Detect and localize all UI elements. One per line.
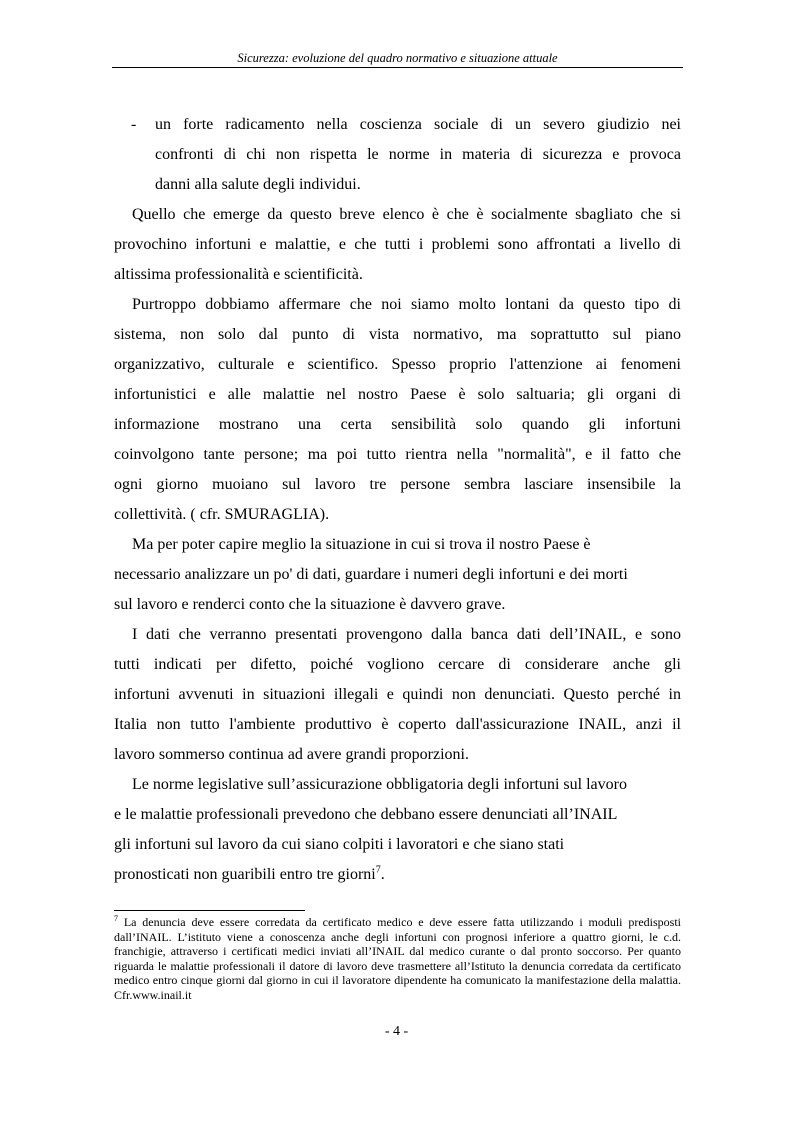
text-line: Italia non tutto l'ambiente produttivo è coperto dall'assicurazione INAIL, anzi il (114, 716, 681, 733)
text-line: gli infortuni sul lavoro da cui siano colpiti i lavoratori e che siano stati (114, 836, 565, 853)
text-line: ogni giorno muoiano sul lavoro tre persone sembra lasciare insensibile la (114, 476, 681, 493)
footnote-text: La denuncia deve essere corredata da certificato medico e deve essere fatta utilizzando i moduli predisposti dall’INAIL. L’istituto viene a conoscenza anche degli infortuni con prognosi inferiore a quattro giorni, le c.d. franchigie, attraverso i certificati medici inviati all’INAIL dal medico curante o dal pronto soccorso. Per quanto riguarda le malattie professionali il datore di lavoro deve trasmettere all’Istituto la denuncia corredata da certificato medico entro cinque giorni dal giorno in cui il lavoratore dipendente ha comunicato la manifestazione della malattia. Cfr.www.inail.it (114, 915, 681, 1002)
running-header: Sicurezza: evoluzione del quadro normativo e situazione attuale (237, 51, 558, 65)
text-line: tutti indicati per difetto, poiché vogliono cercare di considerare anche gli (114, 656, 681, 673)
body-text (114, 110, 681, 890)
text-line: Le norme legislative sull’assicurazione obbligatoria degli infortuni sul lavoro (132, 776, 627, 793)
bullet-line: un forte radicamento nella coscienza sociale di un severo giudizio nei (155, 116, 681, 133)
text-line: infortuni avvenuti in situazioni illegali e quindi non denunciati. Questo perché in (114, 686, 681, 703)
text-line: altissima professionalità e scientificità. (114, 266, 363, 283)
text-line: organizzativo, culturale e scientifico. Spesso proprio l'attenzione ai fenomeni (114, 356, 681, 373)
text-line: infortunistici e alle malattie nel nostro Paese è solo saltuaria; gli organi di (114, 386, 681, 403)
text-line: Ma per poter capire meglio la situazione in cui si trova il nostro Paese è (132, 536, 591, 553)
text-line: sistema, non solo dal punto di vista normativo, ma soprattutto sul piano (114, 326, 681, 343)
text-line: lavoro sommerso continua ad avere grandi proporzioni. (114, 746, 469, 763)
text-fragment: . (380, 866, 385, 883)
text-line: informazione mostrano una certa sensibilità solo quando gli infortuni (114, 416, 681, 433)
bullet-dash: - (131, 116, 137, 133)
footnote-reference[interactable]: 7 (375, 864, 381, 876)
paragraph-3 (114, 530, 681, 620)
footnote-separator (114, 910, 305, 911)
text-line: sul lavoro e renderci conto che la situazione è davvero grave. (114, 596, 506, 613)
text-line: provochino infortuni e malattie, e che tutti i problemi sono affrontati a livello di (114, 236, 681, 253)
text-line: Quello che emerge da questo breve elenco è che è socialmente sbagliato che si (132, 206, 681, 223)
paragraph-5 (114, 770, 681, 890)
footnote-marker: 7 (114, 914, 118, 923)
page-number: - 4 - (384, 1024, 409, 1039)
paragraph-1 (114, 200, 681, 290)
text-line: necessario analizzare un po' di dati, guardare i numeri degli infortuni e dei morti (114, 566, 628, 583)
text-line (114, 860, 681, 890)
header-rule (112, 67, 683, 68)
paragraph-4 (114, 620, 681, 770)
bullet-line: danni alla salute degli individui. (155, 176, 361, 193)
text-line: e le malattie professionali prevedono che debbano essere denunciati all’INAIL (114, 806, 618, 823)
paragraph-2 (114, 290, 681, 530)
footnote (114, 915, 681, 1003)
bullet-item (114, 110, 681, 200)
text-line: I dati che verranno presentati provengono dalla banca dati dell’INAIL, e sono (132, 626, 681, 643)
text-line: Purtroppo dobbiamo affermare che noi siamo molto lontani da questo tipo di (132, 296, 681, 313)
text-line: collettività. ( cfr. SMURAGLIA). (114, 506, 330, 523)
text-fragment: pronosticati non guaribili entro tre giorni (114, 866, 376, 883)
bullet-line: confronti di chi non rispetta le norme in materia di sicurezza e provoca (155, 146, 681, 163)
text-line: coinvolgono tante persone; ma poi tutto rientra nella "normalità", e il fatto che (114, 446, 681, 463)
